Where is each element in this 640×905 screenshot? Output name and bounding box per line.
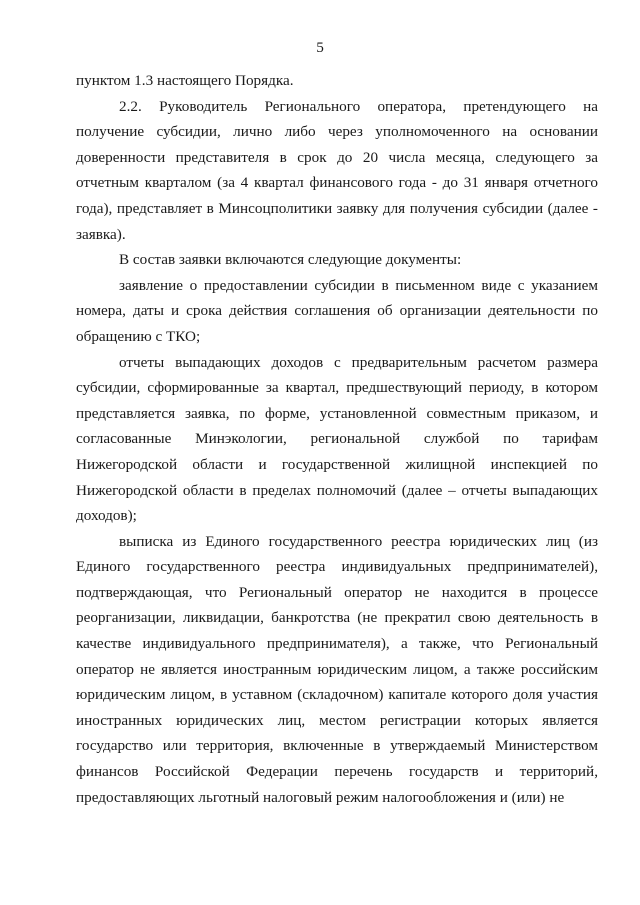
- paragraph-lost-income-reports: отчеты выпадающих доходов с предварительным расчетом размера субсидии, сформированные за квартал, предшествующий периоду, в котором представляется заявка, по форме, установленной совместным приказом, и согласованные Минэкологии, региональной службой по тарифам Нижегородской области и государственной жилищной инспекцией по Нижегородской области в пределах полномочий (далее – отчеты выпадающих доходов);: [76, 353, 598, 525]
- paragraph-registry-extract: выписка из Единого государственного реестра юридических лиц (из Единого государственного реестра индивидуальных предпринимателей), подтверждающая, что Региональный оператор не находится в процессе реорганизации, ликвидации, банкротства (не прекратил свою деятельность в качестве индивидуального предпринимателя), а также, что Региональный оператор не является иностранным юридическим лицом, а также российским юридическим лицом, в уставном (складочном) капитале которого доля участия иностранных юридических лиц, местом регистрации которых является государство или территория, включенные в утверждаемый Министерством финансов Российской Федерации перечень государств и территорий, предоставляющих льготный налоговый режим налогообложения и (или) не: [76, 532, 598, 806]
- page-number: 5: [316, 39, 324, 56]
- document-body: [76, 68, 598, 810]
- paragraph-clause-2-2: 2.2. Руководитель Регионального оператора, претендующего на получение субсидии, лично либо через уполномоченного на основании доверенности представителя в срок до 20 числа месяца, следующего за отчетным кварталом (за 4 квартал финансового года - до 31 января отчетного года), представляет в Минсоцполитики заявку для получения субсидии (далее - заявка).: [76, 97, 598, 243]
- paragraph-continuation: пунктом 1.3 настоящего Порядка.: [76, 72, 294, 89]
- paragraph-documents-intro: В состав заявки включаются следующие документы:: [119, 251, 462, 269]
- paragraph-application-statement: заявление о предоставлении субсидии в письменном виде с указанием номера, даты и срока действия соглашения об организации деятельности по обращению с ТКО;: [76, 276, 598, 345]
